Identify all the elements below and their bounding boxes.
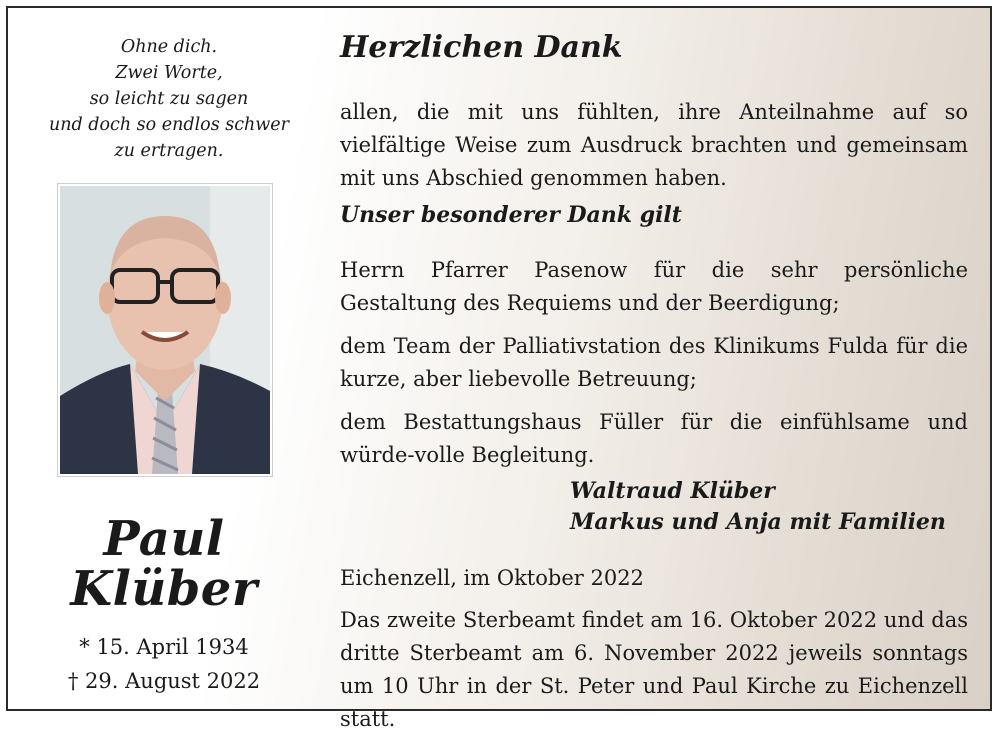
life-dates [8,630,320,698]
death-date: † 29. August 2022 [67,669,261,693]
signatures [570,476,946,538]
poem [24,34,314,164]
service-notice: Das zweite Sterbeamt findet am 16. Oktober 2022 und das dritte Sterbeamt am 6. November 2022 jeweils sonntags um 10 Uhr in der St. Peter und Paul Kirche zu Eichenzell statt. [340,608,968,731]
signature-line: Waltraud Klüber [570,478,775,504]
thanks-item-pastor: Herrn Pfarrer Pasenow für die sehr persönliche Gestaltung des Requiems und der Beerdigung; [340,258,968,315]
left-column [8,8,328,709]
portrait-photo [58,184,272,476]
poem-line: so leicht zu sagen [89,89,249,109]
signature-line: Markus und Anja mit Familien [570,509,946,535]
poem-line: zu ertragen. [114,141,224,161]
thanks-subheading: Unser besonderer Dank gilt [340,202,682,228]
obituary-card [6,6,992,731]
thanks-heading: Herzlichen Dank [340,30,623,65]
birth-date: * 15. April 1934 [79,635,249,659]
place-date: Eichenzell, im Oktober 2022 [340,566,644,590]
deceased-name [8,511,320,617]
thanks-item-funeral-home: dem Bestattungshaus Füller für die einfühlsame und würde-volle Begleitung. [340,410,968,467]
first-name: Paul [103,511,225,567]
poem-line: Ohne dich. [120,37,218,57]
last-name: Klüber [70,561,258,617]
poem-line: Zwei Worte, [115,63,223,83]
poem-line: und doch so endlos schwer [48,115,290,135]
thanks-intro: allen, die mit uns fühlten, ihre Anteilnahme auf so vielfältige Weise zum Ausdruck brachten und gemeinsam mit uns Abschied genommen haben. [340,100,968,190]
thanks-item-clinic: dem Team der Palliativstation des Klinikums Fulda für die kurze, aber liebevolle Betreuung; [340,334,968,391]
